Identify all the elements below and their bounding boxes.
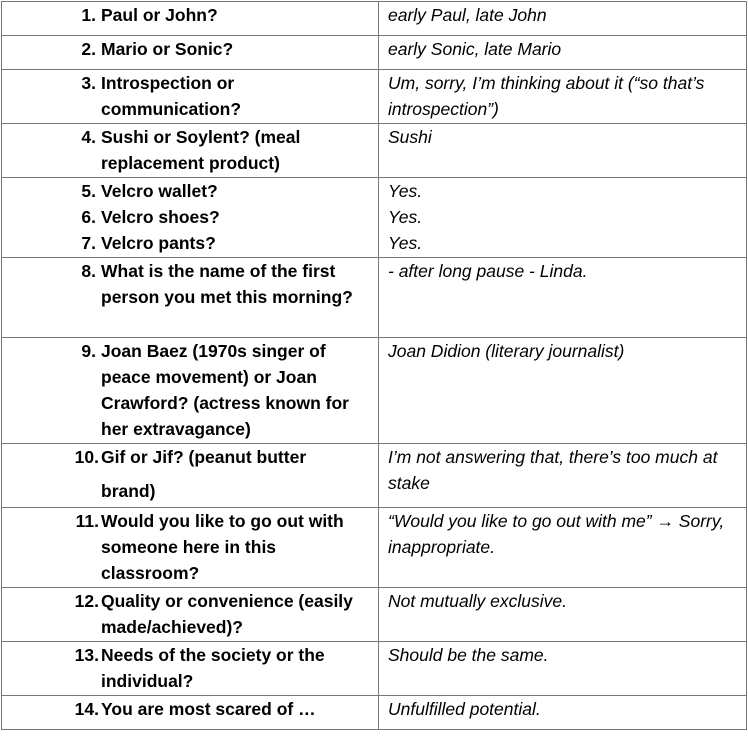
question-number: 7. xyxy=(81,233,96,253)
qa-row xyxy=(2,444,747,508)
question-number: 8. xyxy=(81,261,96,281)
question-text: Velcro shoes? xyxy=(101,207,220,227)
qa-row xyxy=(2,642,747,696)
question-number: 10. xyxy=(74,447,99,467)
answer-text: Not mutually exclusive. xyxy=(388,591,567,611)
answer-cell xyxy=(379,2,747,36)
question-item xyxy=(2,444,378,470)
question-cell xyxy=(2,508,379,588)
question-item xyxy=(2,258,378,310)
question-cell xyxy=(2,124,379,178)
answer-cell xyxy=(379,124,747,178)
question-item xyxy=(2,338,378,442)
qa-table xyxy=(1,1,747,730)
answer-cell xyxy=(379,70,747,124)
question-number: 9. xyxy=(81,341,96,361)
question-text: Mario or Sonic? xyxy=(101,39,234,59)
question-cell xyxy=(2,444,379,508)
answer-text: Yes. xyxy=(388,207,423,227)
question-item xyxy=(2,124,378,176)
question-number: 6. xyxy=(81,207,96,227)
qa-row xyxy=(2,178,747,258)
question-item xyxy=(2,230,378,256)
question-cell xyxy=(2,642,379,696)
answer-text: early Sonic, late Mario xyxy=(388,39,562,59)
question-text: Velcro pants? xyxy=(101,233,216,253)
question-text: Joan Baez (1970s singer of peace movement) or Joan Crawford? (actress known for her extravagance) xyxy=(101,341,349,439)
question-cell xyxy=(2,70,379,124)
question-text: Gif or Jif? (peanut butter xyxy=(101,447,307,467)
question-number: 2. xyxy=(81,39,96,59)
answer-text: I’m not answering that, there’s too much at stake xyxy=(388,447,718,493)
answer-text: “Would you like to go out with me” → Sorry, inappropriate. xyxy=(388,511,725,557)
answer-text: early Paul, late John xyxy=(388,5,547,25)
answer-text: Sushi xyxy=(388,127,432,147)
question-cell xyxy=(2,258,379,338)
question-item xyxy=(2,36,378,62)
question-item xyxy=(2,508,378,586)
answer-text: Should be the same. xyxy=(388,645,549,665)
answer-cell xyxy=(379,338,747,444)
question-item xyxy=(2,204,378,230)
answer-text: Yes. xyxy=(388,181,423,201)
question-number: 1. xyxy=(81,5,96,25)
question-number: 14. xyxy=(74,699,99,719)
qa-row xyxy=(2,36,747,70)
qa-row xyxy=(2,696,747,730)
question-cell xyxy=(2,696,379,730)
answer-text: - after long pause - Linda. xyxy=(388,261,588,281)
question-number: 3. xyxy=(81,73,96,93)
question-text: Introspection or communication? xyxy=(101,73,242,119)
answer-text: Unfulfilled potential. xyxy=(388,699,541,719)
qa-row xyxy=(2,2,747,36)
question-item xyxy=(2,588,378,640)
qa-row xyxy=(2,258,747,338)
answer-cell xyxy=(379,642,747,696)
answer-cell xyxy=(379,588,747,642)
question-cell xyxy=(2,178,379,258)
question-text: You are most scared of … xyxy=(101,699,316,719)
answer-text: Yes. xyxy=(388,233,423,253)
answer-cell xyxy=(379,36,747,70)
question-item xyxy=(2,2,378,28)
qa-row xyxy=(2,588,747,642)
question-cell xyxy=(2,2,379,36)
question-text: What is the name of the first person you met this morning? xyxy=(101,261,353,307)
question-item xyxy=(2,642,378,694)
question-text: Needs of the society or the individual? xyxy=(101,645,325,691)
answer-cell xyxy=(379,178,747,258)
answer-text: Um, sorry, I’m thinking about it (“so that’s introspection”) xyxy=(388,73,705,119)
question-text: Would you like to go out with someone here in this classroom? xyxy=(101,511,344,583)
answer-cell xyxy=(379,258,747,338)
answer-cell xyxy=(379,508,747,588)
question-number: 12. xyxy=(74,591,99,611)
qa-row xyxy=(2,70,747,124)
question-number: 13. xyxy=(74,645,99,665)
question-text: Sushi or Soylent? (meal replacement product) xyxy=(101,127,301,173)
question-text: Quality or convenience (easily made/achieved)? xyxy=(101,591,353,637)
question-number: 11. xyxy=(75,511,99,531)
qa-table-body xyxy=(2,2,747,730)
question-number: 5. xyxy=(81,181,96,201)
question-cell xyxy=(2,36,379,70)
question-continuation: brand) xyxy=(101,481,156,501)
answer-cell xyxy=(379,696,747,730)
qa-row xyxy=(2,124,747,178)
qa-row xyxy=(2,338,747,444)
question-cell xyxy=(2,588,379,642)
answer-cell xyxy=(379,444,747,508)
question-item xyxy=(2,178,378,204)
qa-row xyxy=(2,508,747,588)
question-cell xyxy=(2,338,379,444)
question-item xyxy=(2,696,378,722)
question-number: 4. xyxy=(81,127,96,147)
question-item xyxy=(2,70,378,122)
answer-text: Joan Didion (literary journalist) xyxy=(388,341,625,361)
question-text: Velcro wallet? xyxy=(101,181,218,201)
question-text: Paul or John? xyxy=(101,5,218,25)
